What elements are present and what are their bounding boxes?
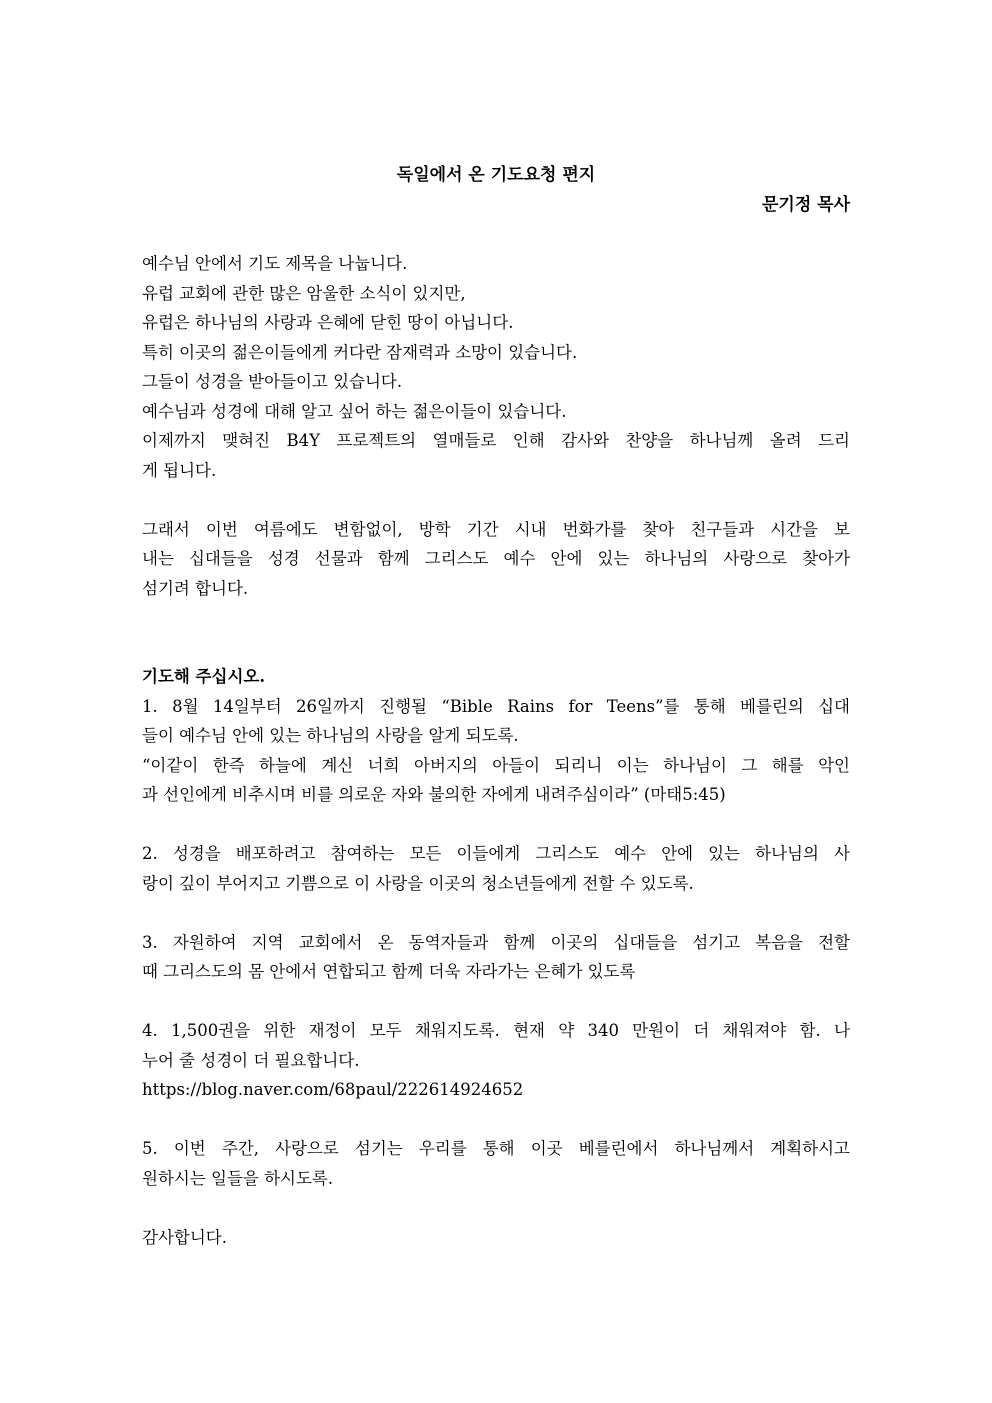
letter-page [142, 160, 850, 1252]
spacer [142, 603, 850, 662]
author-name: 문기정 목사 [761, 195, 850, 215]
prayer-item-4 [142, 1016, 850, 1105]
summer-line: 내는 십대들을 성경 선물과 함께 그리스도 예수 안에 있는 하나님의 사랑으로 찾아가 [142, 549, 850, 568]
spacer [142, 810, 850, 840]
summer-paragraph [142, 515, 850, 604]
intro-line: 게 됩니다. [142, 460, 217, 480]
intro-line: 그들이 성경을 받아들이고 있습니다. [142, 372, 403, 391]
spacer [142, 1193, 850, 1223]
prayer-item-line: 3. 자원하여 지역 교회에서 온 동역자들과 함께 이곳의 십대들을 섬기고 복음을 전할 [142, 932, 850, 952]
spacer [142, 1105, 850, 1135]
spacer [142, 987, 850, 1017]
closing-line: 감사합니다. [142, 1227, 227, 1247]
intro-paragraph [142, 249, 850, 485]
intro-line: 유럽 교회에 관한 많은 암울한 소식이 있지만, [142, 283, 466, 303]
intro-line: 예수님과 성경에 대해 알고 싶어 하는 젊은이들이 있습니다. [142, 401, 567, 421]
prayer-item-3 [142, 928, 850, 987]
prayer-item-line: 5. 이번 주간, 사랑으로 섬기는 우리를 통해 이곳 베를린에서 하나님께서 계획하시고 [142, 1139, 850, 1158]
letter-title: 독일에서 온 기도요청 편지 [396, 165, 596, 185]
intro-line: 특히 이곳의 젊은이들에게 커다란 잠재력과 소망이 있습니다. [142, 342, 578, 362]
summer-line: 그래서 이번 여름에도 변함없이, 방학 기간 시내 번화가를 찾아 친구들과 시간을 보 [142, 519, 850, 539]
intro-line: 예수님 안에서 기도 제목을 나눕니다. [142, 254, 408, 273]
prayer-item-line: “이같이 한즉 하늘에 계신 너희 아버지의 아들이 되리니 이는 하나님이 그 해를 악인 [142, 755, 850, 775]
summer-line: 섬기려 합니다. [142, 578, 249, 598]
prayer-item-line: 누어 줄 성경이 더 필요합니다. [142, 1050, 360, 1070]
prayer-item-5 [142, 1134, 850, 1193]
prayer-item-line: 4. 1,500권을 위한 재정이 모두 채워지도록. 현재 약 340 만원이 더 채워져야 함. 나 [142, 1021, 850, 1040]
prayer-item-line: 랑이 깊이 부어지고 기쁨으로 이 사랑을 이곳의 청소년들에게 전할 수 있도록. [142, 873, 694, 893]
prayer-item-line: 1. 8월 14일부터 26일까지 진행될 “Bible Rains for Teens”를 통해 베를린의 십대 [142, 696, 850, 716]
spacer [142, 220, 850, 249]
spacer [142, 898, 850, 928]
prayer-item-line: 과 선인에게 비추시며 비를 의로운 자와 불의한 자에게 내려주심이라” (마태5:45) [142, 785, 726, 804]
intro-line: 유럽은 하나님의 사랑과 은혜에 닫힌 땅이 아닙니다. [142, 313, 514, 332]
prayer-item-1 [142, 692, 850, 810]
prayer-item-line: 들이 예수님 안에 있는 하나님의 사랑을 알게 되도록. [142, 726, 519, 745]
prayer-item-line: 때 그리스도의 몸 안에서 연합되고 함께 더욱 자라가는 은혜가 있도록 [142, 962, 636, 981]
prayer-item-line: 2. 성경을 배포하려고 참여하는 모든 이들에게 그리스도 예수 안에 있는 하나님의 사 [142, 844, 850, 863]
blog-url: https://blog.naver.com/68paul/222614924652 [142, 1080, 524, 1099]
spacer [142, 485, 850, 515]
prayer-heading: 기도해 주십시오. [142, 667, 266, 686]
intro-line: 이제까지 맺혀진 B4Y 프로젝트의 열매들로 인해 감사와 찬양을 하나님께 올려 드리 [142, 431, 850, 450]
prayer-item-line: 원하시는 일들을 하시도록. [142, 1168, 334, 1188]
prayer-item-2 [142, 839, 850, 898]
